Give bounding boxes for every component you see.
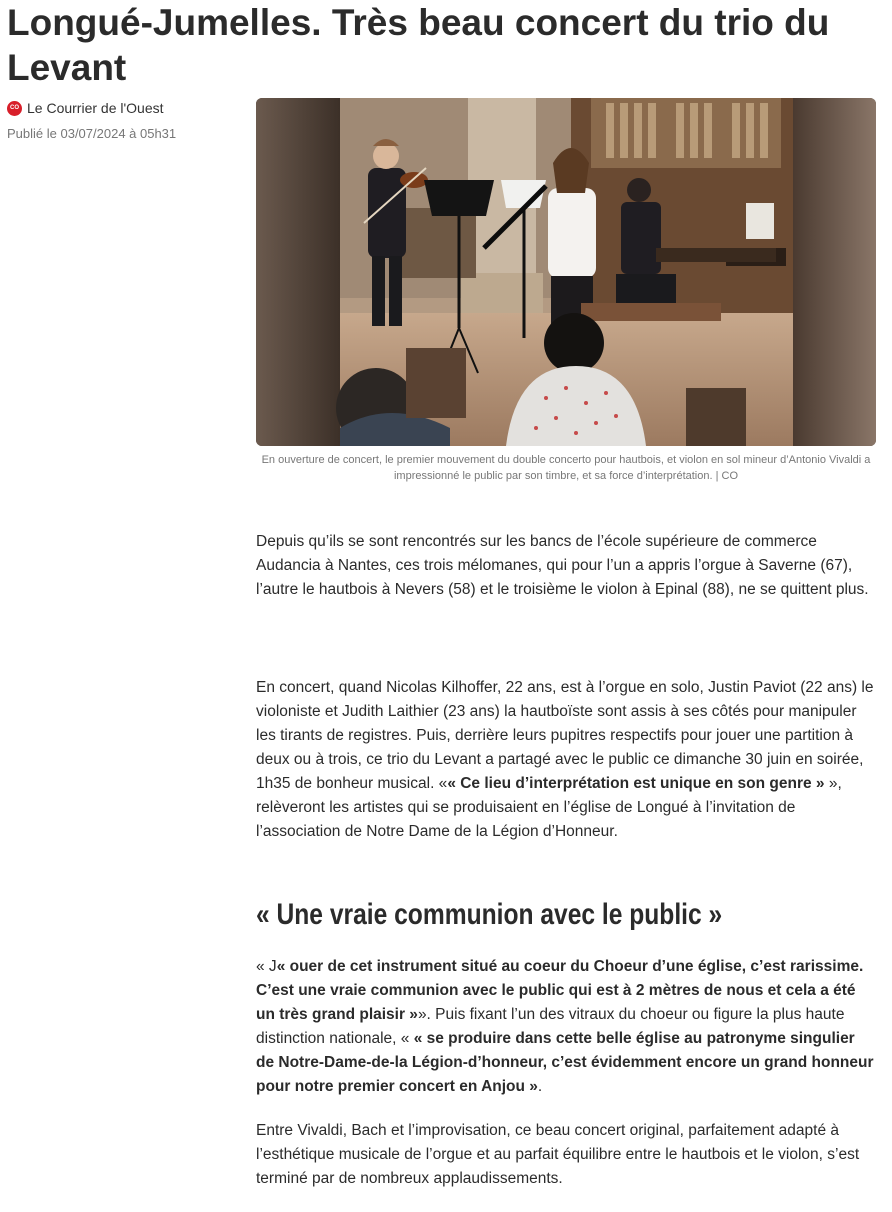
article-photo[interactable]: [256, 98, 876, 446]
paragraph-quotes-text-c: .: [537, 1078, 543, 1095]
paragraph-quotes: [256, 955, 876, 1099]
publish-date: Publié le 03/07/2024 à 05h31: [7, 126, 177, 141]
source-line[interactable]: [7, 100, 164, 116]
paragraph-concert: [256, 676, 876, 844]
quote-instrument: « ouer de cet instrument situé au coeur du Choeur d’une église, c’est rarissime. C’est une vraie communion avec le public qui est à 2 mètres de nous et cela a été un très grand plaisir »: [256, 958, 864, 1023]
paragraph-quotes-text-a: « J: [256, 958, 277, 975]
paragraph-intro: Depuis qu’ils se sont rencontrés sur les bancs de l’école supérieure de commerce Audancia à Nantes, ces trois mélomanes, qui pour l’un a appris l’orgue à Saverne (67), l’autre le hautbois à Nevers (58) et le troisième le violon à Epinal (88), ne se quittent plus.: [256, 533, 869, 598]
quote-church: « se produire dans cette belle église au patronyme singulier de Notre-Dame-de-la Légion-d’honneur, c’est évidemment encore un grand honneur pour notre premier concert en Anjou »: [256, 1030, 874, 1095]
article-title: Longué-Jumelles. Très beau concert du trio du Levant: [7, 2, 830, 88]
quote-venue: « Ce lieu d’interprétation est unique en son genre »: [447, 775, 825, 792]
section-subheading: « Une vraie communion avec le public »: [256, 898, 723, 931]
concert-photo-illustration: [256, 98, 876, 446]
paragraph-concert-text-a: En concert, quand Nicolas Kilhoffer, 22 ans, est à l’orgue en solo, Justin Paviot (22 ans) le violoniste et Judith Laithier (23 ans) la hautboïste sont assis à ses côtés pour manipuler les tirants de registres. Puis, derrière leurs pupitres respectifs pour jouer une partition à deux ou à trois, ce trio du Levant a partagé avec le public ce dimanche 30 juin en soirée, 1h35 de bonheur musical. «: [256, 679, 874, 792]
source-logo-icon: CO: [7, 101, 22, 116]
photo-caption: En ouverture de concert, le premier mouvement du double concerto pour hautbois, et violon en sol mineur d’Antonio Vivaldi a impressionné le public par son timbre, et sa force d’interprétation. | CO: [261, 454, 871, 482]
paragraph-conclusion: Entre Vivaldi, Bach et l’improvisation, ce beau concert original, parfaitement adapté à l’esthétique musicale de l’orgue et au parfait équilibre entre le hautbois et le violon, s’est terminé par de nombreux applaudissements.: [256, 1122, 860, 1187]
source-name[interactable]: Le Courrier de l'Ouest: [27, 100, 164, 116]
paragraph-quotes-text-b: ». Puis fixant l’un des vitraux du choeur ou figure la plus haute distinction nationale, «: [256, 1006, 845, 1047]
paragraph-concert-text-b: », relèveront les artistes qui se produisaient en l’église de Longué à l’invitation de l’association de Notre Dame de la Légion d’Honneur.: [256, 775, 842, 840]
